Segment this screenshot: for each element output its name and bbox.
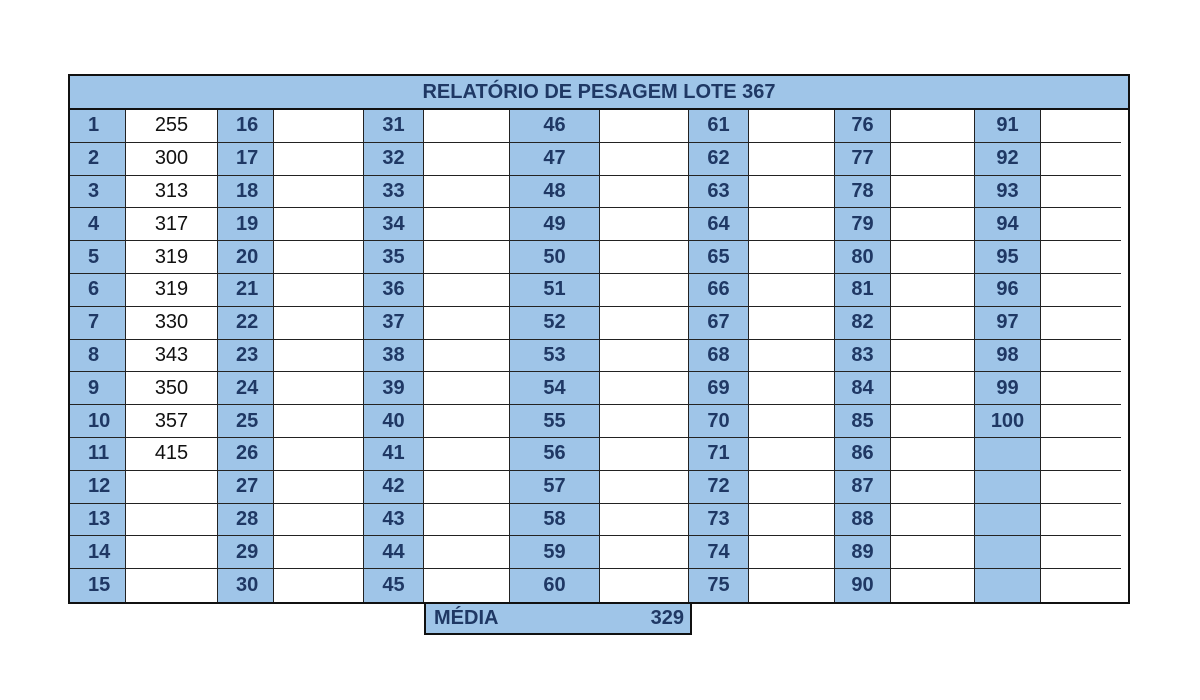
weight-value <box>749 438 835 471</box>
row-number: 76 <box>835 110 891 143</box>
row-number: 30 <box>218 569 274 602</box>
row-number: 61 <box>689 110 749 143</box>
weight-value <box>891 274 975 307</box>
row-number: 5 <box>70 241 126 274</box>
weight-value <box>749 241 835 274</box>
weight-value <box>600 536 689 569</box>
weight-value <box>274 536 364 569</box>
row-number: 51 <box>510 274 600 307</box>
row-number: 41 <box>364 438 424 471</box>
row-number: 33 <box>364 176 424 209</box>
weight-value <box>749 110 835 143</box>
average-box <box>424 602 692 635</box>
row-number: 50 <box>510 241 600 274</box>
weight-value <box>424 274 510 307</box>
row-number: 20 <box>218 241 274 274</box>
row-number: 44 <box>364 536 424 569</box>
weight-value <box>424 405 510 438</box>
row-number: 72 <box>689 471 749 504</box>
row-number: 85 <box>835 405 891 438</box>
weight-value <box>600 143 689 176</box>
row-number: 17 <box>218 143 274 176</box>
row-number: 11 <box>70 438 126 471</box>
row-number: 49 <box>510 208 600 241</box>
weight-value <box>600 372 689 405</box>
row-number: 1 <box>70 110 126 143</box>
weight-value <box>891 569 975 602</box>
row-number <box>975 438 1041 471</box>
row-number: 98 <box>975 340 1041 373</box>
row-number: 100 <box>975 405 1041 438</box>
weight-value <box>424 438 510 471</box>
weighing-report-table <box>68 74 1130 604</box>
weight-value <box>749 504 835 537</box>
row-number: 57 <box>510 471 600 504</box>
row-number: 3 <box>70 176 126 209</box>
weight-value <box>424 143 510 176</box>
row-number: 34 <box>364 208 424 241</box>
weight-value <box>1041 536 1121 569</box>
row-number: 31 <box>364 110 424 143</box>
weight-value <box>274 176 364 209</box>
weight-value <box>1041 241 1121 274</box>
row-number: 96 <box>975 274 1041 307</box>
row-number: 66 <box>689 274 749 307</box>
weight-value <box>891 372 975 405</box>
weight-value <box>274 274 364 307</box>
weight-value <box>424 536 510 569</box>
weight-value: 415 <box>126 438 218 471</box>
row-number: 90 <box>835 569 891 602</box>
weight-value <box>749 405 835 438</box>
weight-value: 319 <box>126 241 218 274</box>
weight-value: 319 <box>126 274 218 307</box>
weight-value <box>749 372 835 405</box>
row-number: 70 <box>689 405 749 438</box>
row-number: 7 <box>70 307 126 340</box>
weight-value <box>126 536 218 569</box>
weight-value <box>424 340 510 373</box>
row-number: 62 <box>689 143 749 176</box>
row-number: 28 <box>218 504 274 537</box>
weight-value <box>600 241 689 274</box>
row-number: 10 <box>70 405 126 438</box>
row-number: 53 <box>510 340 600 373</box>
row-number: 84 <box>835 372 891 405</box>
row-number: 32 <box>364 143 424 176</box>
weight-value <box>274 372 364 405</box>
row-number: 13 <box>70 504 126 537</box>
row-number: 83 <box>835 340 891 373</box>
row-number <box>975 471 1041 504</box>
weight-value: 255 <box>126 110 218 143</box>
row-number: 77 <box>835 143 891 176</box>
weight-value: 300 <box>126 143 218 176</box>
weight-value <box>600 110 689 143</box>
weight-value <box>600 405 689 438</box>
weight-value <box>891 110 975 143</box>
weight-value <box>274 569 364 602</box>
row-number: 8 <box>70 340 126 373</box>
weight-value <box>600 176 689 209</box>
weight-value <box>749 471 835 504</box>
row-number: 21 <box>218 274 274 307</box>
row-number: 19 <box>218 208 274 241</box>
row-number: 65 <box>689 241 749 274</box>
row-number: 26 <box>218 438 274 471</box>
row-number: 16 <box>218 110 274 143</box>
weight-value <box>274 307 364 340</box>
row-number: 86 <box>835 438 891 471</box>
row-number: 39 <box>364 372 424 405</box>
weight-value <box>274 438 364 471</box>
weight-value <box>600 307 689 340</box>
row-number: 29 <box>218 536 274 569</box>
weight-value <box>600 340 689 373</box>
weight-value <box>891 208 975 241</box>
weight-value <box>600 569 689 602</box>
weight-value: 317 <box>126 208 218 241</box>
row-number: 22 <box>218 307 274 340</box>
row-number: 63 <box>689 176 749 209</box>
row-number: 73 <box>689 504 749 537</box>
row-number: 55 <box>510 405 600 438</box>
row-number: 18 <box>218 176 274 209</box>
weight-value <box>1041 372 1121 405</box>
row-number: 42 <box>364 471 424 504</box>
row-number: 36 <box>364 274 424 307</box>
weight-value <box>126 471 218 504</box>
row-number: 94 <box>975 208 1041 241</box>
weight-value <box>600 504 689 537</box>
weight-value <box>126 504 218 537</box>
weight-value <box>274 471 364 504</box>
weight-value: 343 <box>126 340 218 373</box>
row-number: 92 <box>975 143 1041 176</box>
weight-value <box>749 569 835 602</box>
weight-value <box>749 274 835 307</box>
row-number: 25 <box>218 405 274 438</box>
weight-value <box>749 143 835 176</box>
weight-value <box>749 536 835 569</box>
weight-value: 350 <box>126 372 218 405</box>
weight-value <box>891 405 975 438</box>
weight-value <box>891 471 975 504</box>
weight-value <box>891 536 975 569</box>
row-number: 37 <box>364 307 424 340</box>
weight-value <box>749 208 835 241</box>
weight-value: 357 <box>126 405 218 438</box>
weight-value <box>1041 274 1121 307</box>
weight-value <box>600 438 689 471</box>
weights-grid <box>70 110 1128 602</box>
row-number: 97 <box>975 307 1041 340</box>
row-number: 91 <box>975 110 1041 143</box>
row-number: 52 <box>510 307 600 340</box>
weight-value <box>1041 143 1121 176</box>
weight-value <box>1041 504 1121 537</box>
weight-value <box>424 176 510 209</box>
row-number: 14 <box>70 536 126 569</box>
weight-value <box>749 176 835 209</box>
row-number: 71 <box>689 438 749 471</box>
row-number: 2 <box>70 143 126 176</box>
weight-value <box>424 208 510 241</box>
weight-value <box>1041 471 1121 504</box>
weight-value <box>274 110 364 143</box>
weight-value <box>891 143 975 176</box>
weight-value <box>600 471 689 504</box>
weight-value <box>891 241 975 274</box>
weight-value <box>600 208 689 241</box>
row-number: 15 <box>70 569 126 602</box>
weight-value <box>274 208 364 241</box>
row-number: 75 <box>689 569 749 602</box>
weight-value: 313 <box>126 176 218 209</box>
row-number: 80 <box>835 241 891 274</box>
weight-value <box>274 340 364 373</box>
row-number: 67 <box>689 307 749 340</box>
weight-value <box>424 307 510 340</box>
row-number: 87 <box>835 471 891 504</box>
row-number: 68 <box>689 340 749 373</box>
weight-value <box>424 372 510 405</box>
weight-value <box>1041 438 1121 471</box>
row-number: 27 <box>218 471 274 504</box>
row-number: 23 <box>218 340 274 373</box>
weight-value <box>424 110 510 143</box>
weight-value <box>891 340 975 373</box>
weight-value <box>1041 405 1121 438</box>
row-number: 45 <box>364 569 424 602</box>
weight-value <box>1041 307 1121 340</box>
row-number: 81 <box>835 274 891 307</box>
weight-value <box>1041 569 1121 602</box>
row-number: 48 <box>510 176 600 209</box>
row-number: 88 <box>835 504 891 537</box>
weight-value <box>891 307 975 340</box>
weight-value <box>274 405 364 438</box>
weight-value <box>600 274 689 307</box>
row-number: 78 <box>835 176 891 209</box>
row-number: 56 <box>510 438 600 471</box>
weight-value <box>274 241 364 274</box>
row-number: 43 <box>364 504 424 537</box>
average-value: 329 <box>650 607 684 629</box>
row-number: 35 <box>364 241 424 274</box>
weight-value <box>1041 110 1121 143</box>
weight-value <box>424 471 510 504</box>
weight-value <box>891 438 975 471</box>
row-number <box>975 569 1041 602</box>
row-number: 89 <box>835 536 891 569</box>
row-number: 99 <box>975 372 1041 405</box>
row-number: 74 <box>689 536 749 569</box>
row-number: 54 <box>510 372 600 405</box>
row-number: 24 <box>218 372 274 405</box>
row-number: 93 <box>975 176 1041 209</box>
row-number: 47 <box>510 143 600 176</box>
row-number: 4 <box>70 208 126 241</box>
row-number: 58 <box>510 504 600 537</box>
report-title: RELATÓRIO DE PESAGEM LOTE 367 <box>70 76 1128 110</box>
weight-value <box>891 176 975 209</box>
row-number: 60 <box>510 569 600 602</box>
row-number: 82 <box>835 307 891 340</box>
row-number: 6 <box>70 274 126 307</box>
row-number: 38 <box>364 340 424 373</box>
row-number: 79 <box>835 208 891 241</box>
row-number: 59 <box>510 536 600 569</box>
weight-value <box>1041 340 1121 373</box>
row-number <box>975 504 1041 537</box>
weight-value <box>1041 208 1121 241</box>
row-number: 40 <box>364 405 424 438</box>
row-number: 12 <box>70 471 126 504</box>
weight-value <box>424 241 510 274</box>
average-label: MÉDIA <box>434 607 499 629</box>
weight-value <box>274 143 364 176</box>
weight-value <box>274 504 364 537</box>
weight-value <box>126 569 218 602</box>
row-number: 9 <box>70 372 126 405</box>
row-number: 46 <box>510 110 600 143</box>
row-number: 95 <box>975 241 1041 274</box>
weight-value <box>424 504 510 537</box>
weight-value: 330 <box>126 307 218 340</box>
row-number: 69 <box>689 372 749 405</box>
row-number: 64 <box>689 208 749 241</box>
weight-value <box>424 569 510 602</box>
row-number <box>975 536 1041 569</box>
weight-value <box>1041 176 1121 209</box>
weight-value <box>749 307 835 340</box>
weight-value <box>891 504 975 537</box>
weight-value <box>749 340 835 373</box>
